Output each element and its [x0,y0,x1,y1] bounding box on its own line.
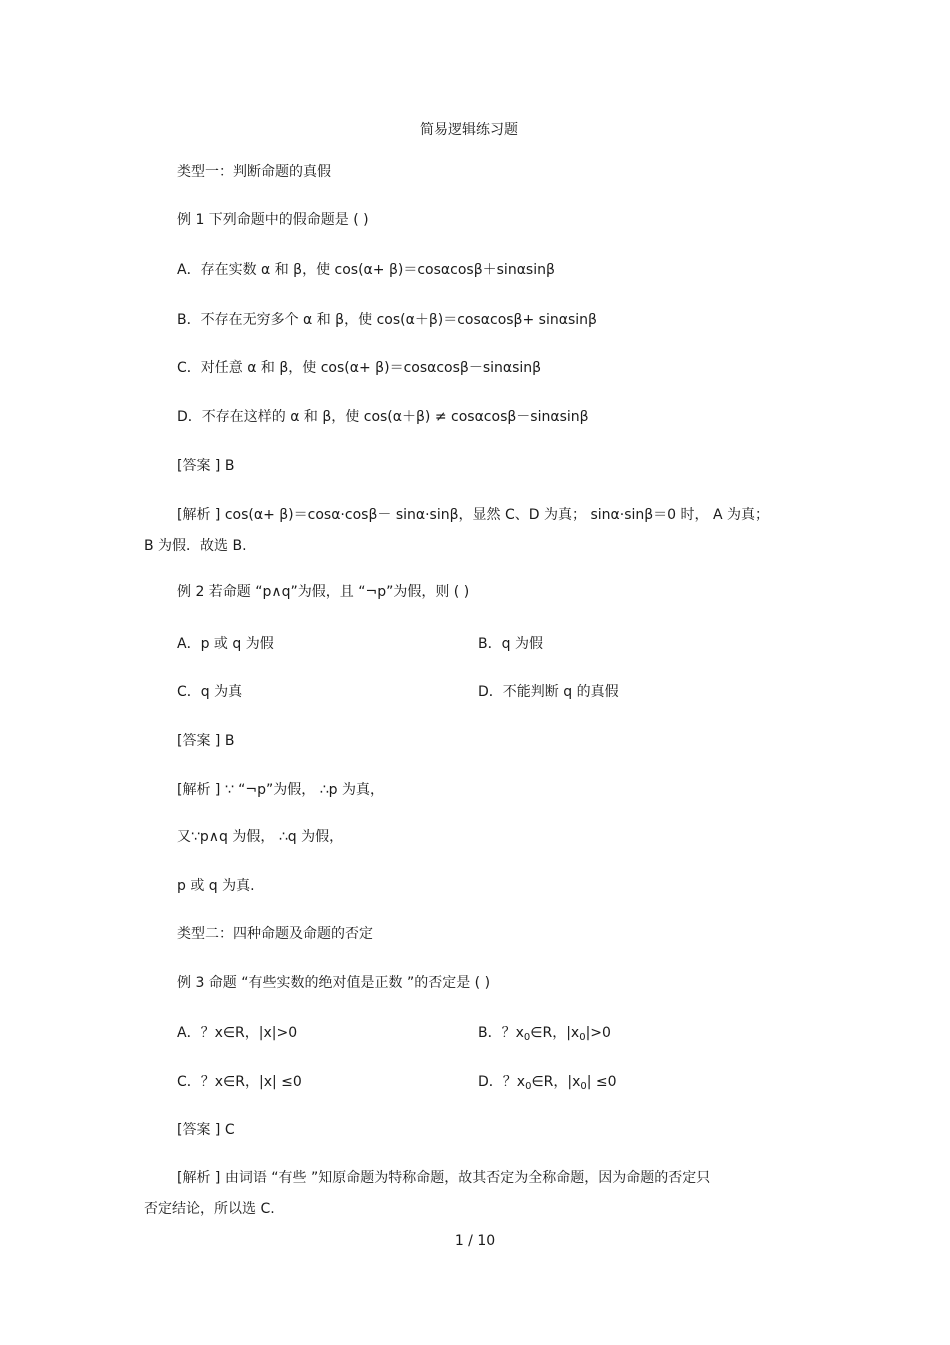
ex3-d-sub2: 0 [580,1081,587,1092]
ex3-b-sub: 0 [523,1032,531,1043]
ex1-option-d: D．不存在这样的 α 和 β，使 cos(α＋β) ≠ cosαcosβ－sinαsinβ [177,409,589,425]
ex2-option-b: B．q 为假 [478,636,543,652]
ex1-option-a: A．存在实数 α 和 β，使 cos(α+ β)＝cosαcosβ＋sinαsinβ [177,262,555,278]
ex3-question: 例 3 命题 “有些实数的绝对值是正数 ”的否定是 ( ) [177,975,491,991]
ex2-answer: [答案 ] B [177,733,235,749]
ex3-option-c: C．？x∈R，|x| ≤0 [177,1074,302,1090]
ex2-option-a: A．p 或 q 为假 [177,636,274,652]
ex1-analysis-line1: [解析 ] cos(α+ β)＝cosα·cosβ－ sinα·sinβ，显然 C、D 为真； sinα·sinβ＝0 时， A 为真； [177,507,770,523]
section-type2: 类型二：四种命题及命题的否定 [177,926,373,942]
ex3-d-end: | ≤0 [586,1074,617,1090]
ex3-option-d [478,1072,617,1097]
ex3-d-sub: 0 [525,1081,532,1092]
ex3-option-a: A．？x∈R，|x|>0 [177,1025,298,1041]
ex3-b-pre: B．？x [478,1025,524,1041]
ex3-b-end: |>0 [585,1025,611,1041]
ex1-option-c: C．对任意 α 和 β，使 cos(α+ β)＝cosαcosβ－sinαsinβ [177,360,542,376]
ex2-question: 例 2 若命题 “p∧q”为假，且 “¬p”为假，则 ( ) [177,584,470,600]
ex3-answer: [答案 ] C [177,1122,235,1138]
page-title: 简易逻辑练习题 [420,122,518,138]
ex2-analysis-line3: p 或 q 为真. [177,878,255,894]
page-number: 1 / 10 [454,1233,496,1249]
ex3-d-post: ∈R，|x [531,1074,581,1090]
ex1-option-b: B．不存在无穷多个 α 和 β，使 cos(α＋β)＝cosαcosβ+ sinαsinβ [177,312,597,328]
ex3-analysis-line2: 否定结论，所以选 C. [144,1201,275,1217]
ex1-question: 例 1 下列命题中的假命题是 ( ) [177,212,369,228]
ex3-b-post: ∈R，|x [530,1025,580,1041]
ex2-analysis-line2: 又∵p∧q 为假， ∴q 为假， [177,829,344,845]
ex1-analysis-line2: B 为假．故选 B. [144,538,247,554]
ex2-option-d: D．不能判断 q 的真假 [478,684,619,700]
ex3-option-b [478,1023,611,1048]
ex2-option-c: C．q 为真 [177,684,243,700]
section-type1: 类型一：判断命题的真假 [177,164,331,180]
ex1-answer: [答案 ] B [177,458,235,474]
ex3-b-sub2: 0 [579,1032,586,1043]
ex2-analysis-line1: [解析 ] ∵ “¬p”为假， ∴p 为真， [177,782,384,798]
ex3-d-pre: D．？x [478,1074,526,1090]
ex3-analysis-line1: [解析 ] 由词语 “有些 ”知原命题为特称命题，故其否定为全称命题，因为命题的否定只 [177,1170,711,1186]
